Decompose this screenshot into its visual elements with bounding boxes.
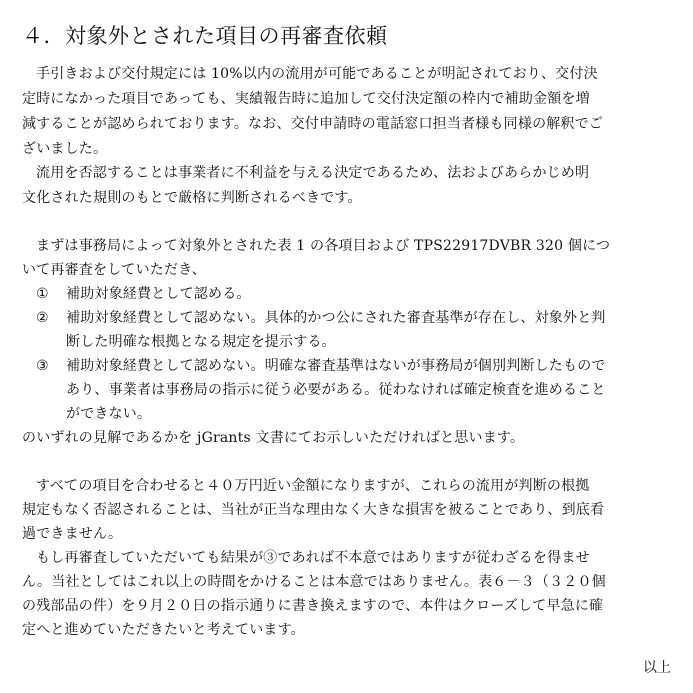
item-1-number: ① <box>36 286 49 302</box>
paragraph-4-line-1: のいずれの見解であるかを jGrants 文書にてお示しいただければと思います。 <box>22 430 525 446</box>
paragraph-2-line-1: 流用を否認することは事業者に不利益を与える決定であるため、法およびあらかじめ明 <box>36 165 590 181</box>
paragraph-3-line-1: まずは事務局によって対象外とされた表 1 の各項目および TPS22917DVBR 320 個につ <box>36 238 611 254</box>
paragraph-1-line-4: ざいました。 <box>22 141 108 157</box>
item-3-line-1: 補助対象経費として認めない。明確な審査基準はないが事務局が個別判断したもので <box>66 358 606 374</box>
paragraph-5-line-3: 過できません。 <box>22 526 123 542</box>
item-2-line-2: 断した明確な根拠となる規定を提示する。 <box>66 334 336 350</box>
item-2-number: ② <box>36 310 49 326</box>
item-1-line-1: 補助対象経費として認める。 <box>66 286 251 302</box>
item-2-line-1: 補助対象経費として認めない。具体的かつ公にされた審査基準が存在し、対象外と判 <box>66 310 606 326</box>
paragraph-6-line-4: 定へと進めていただきたいと考えています。 <box>22 622 305 638</box>
paragraph-1-line-2: 定時になかった項目であっても、実績報告時に追加して交付決定額の枠内で補助金額を増 <box>22 91 590 107</box>
closing-mark: 以上 <box>643 660 671 676</box>
item-3-line-2: あり、事業者は事務局の指示に従う必要がある。従わなければ確定検査を進めること <box>66 382 606 398</box>
item-3-line-3: ができない。 <box>66 406 152 422</box>
paragraph-3-line-2: いて再審査をしていただき、 <box>22 262 207 278</box>
item-3-number: ③ <box>36 358 49 374</box>
paragraph-6-line-1: もし再審査していただいても結果が③であれば不本意ではありますが従わざるを得ませ <box>36 550 590 566</box>
paragraph-2-line-2: 文化された規則のもとで厳格に判断されるべきです。 <box>22 190 362 206</box>
paragraph-6-line-2: ん。当社としてはこれ以上の時間をかけることは本意ではありません。表６－３（３２０個 <box>22 574 606 590</box>
paragraph-5-line-1: すべての項目を合わせると４０万円近い金額になりますが、これらの流用が判断の根拠 <box>36 478 590 494</box>
paragraph-1-line-3: 減することが認められております。なお、交付申請時の電話窓口担当者様も同様の解釈でご <box>22 116 604 132</box>
paragraph-1-line-1: 手引きおよび交付規定には 10%以内の流用が可能であることが明記されており、交付決 <box>36 66 598 82</box>
paragraph-5-line-2: 規定もなく否認されることは、当社が正当な理由なく大きな損害を被ることであり、到底看 <box>22 502 605 518</box>
section-title: ４．対象外とされた項目の再審査依頼 <box>22 24 388 48</box>
paragraph-6-line-3: の残部品の件）を９月２０日の指示通りに書き換えますので、本件はクローズして早急に確 <box>22 598 604 614</box>
